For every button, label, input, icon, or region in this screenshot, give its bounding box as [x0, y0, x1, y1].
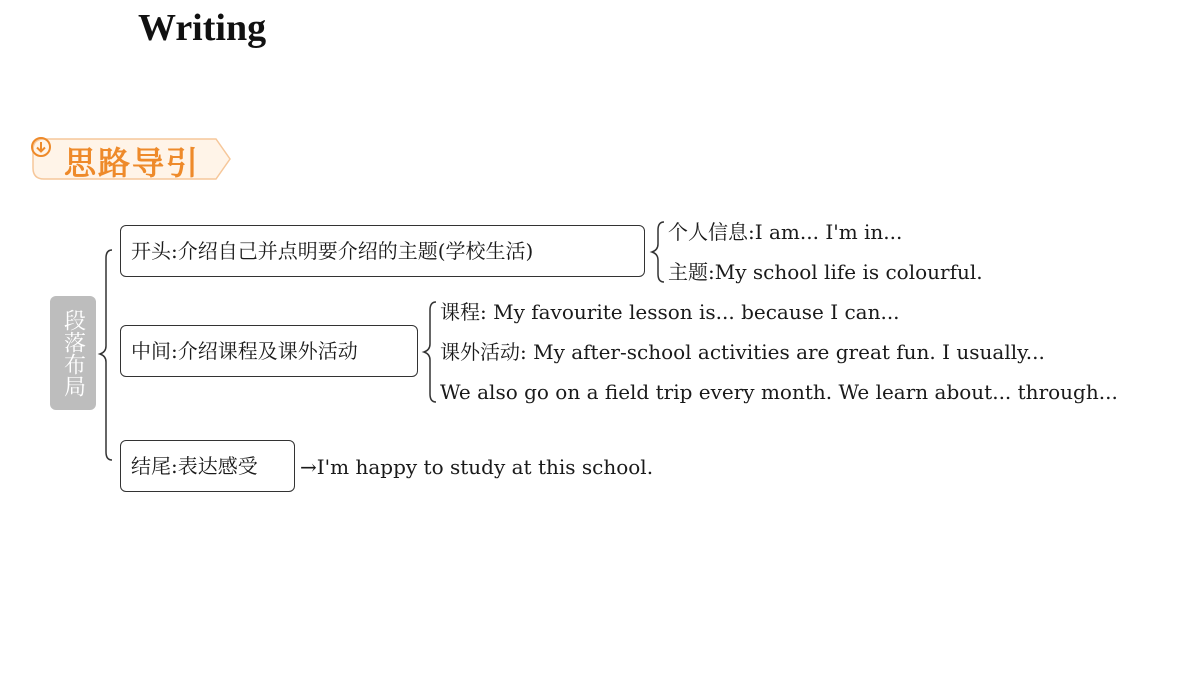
middle-item-2: 课外活动: My after-school activities are great fun. I usually...: [440, 340, 1045, 364]
opening-item-2: 主题:My school life is colourful.: [668, 260, 983, 284]
middle-item-3: We also go on a field trip every month. We learn about... through...: [440, 380, 1118, 404]
banner-label: 思路导引: [64, 144, 201, 182]
opening-item-1: 个人信息:I am... I'm in...: [668, 220, 903, 244]
middle-box: 中间:介绍课程及课外活动: [120, 325, 418, 377]
middle-item-1: 课程: My favourite lesson is... because I can...: [440, 300, 900, 324]
opening-box: 开头:介绍自己并点明要介绍的主题(学校生活): [120, 225, 645, 277]
ending-item: →I'm happy to study at this school.: [300, 455, 654, 479]
ending-box: 结尾:表达感受: [120, 440, 295, 492]
structure-tag: 段落布局: [50, 296, 96, 410]
page-title: Writing: [138, 7, 267, 49]
